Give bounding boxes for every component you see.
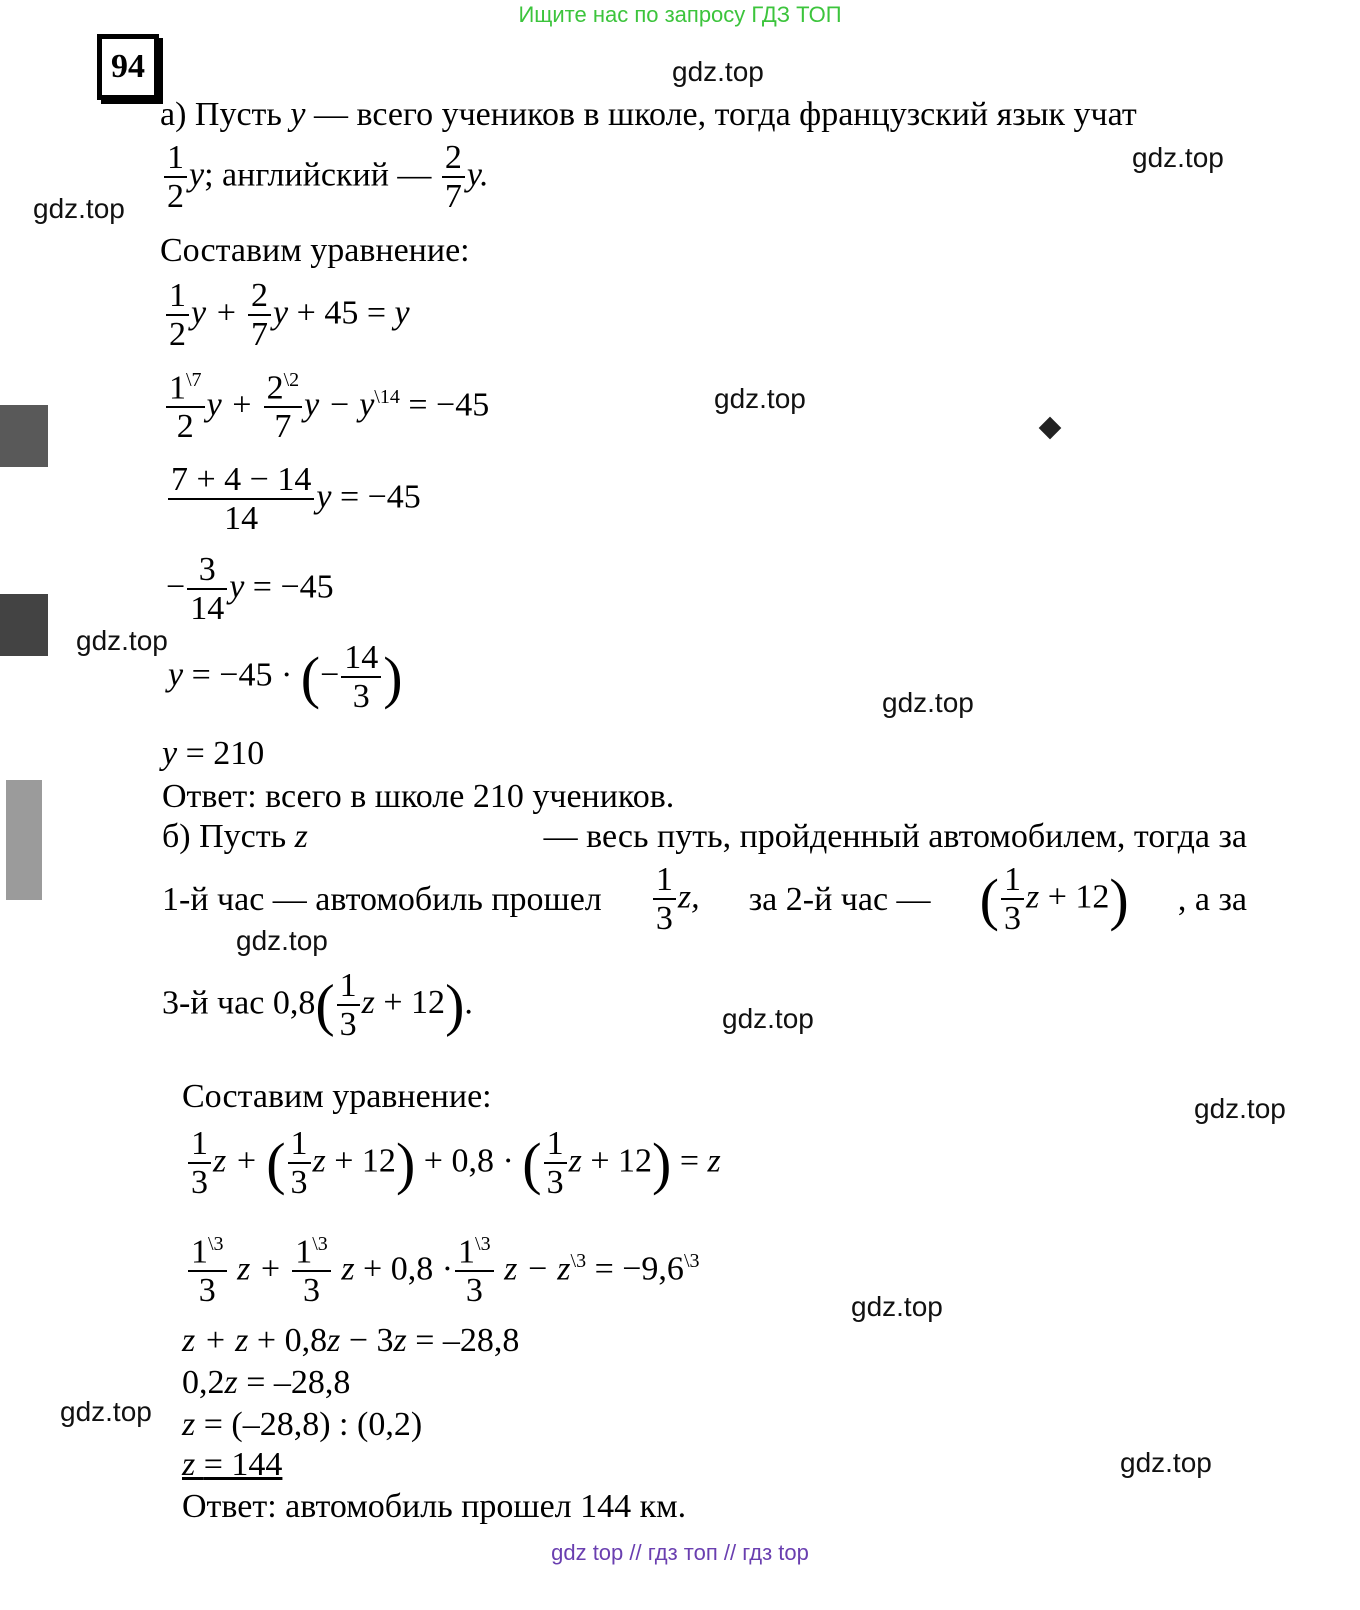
watermark: gdz.top (76, 625, 168, 656)
equation-a-4: − $\frac{3}{14}$ y = −45 (166, 551, 334, 627)
watermark: gdz.top (722, 1003, 814, 1034)
part-b-answer: Ответ: автомобиль прошел 144 км. (182, 1488, 687, 1525)
scan-artifact (1039, 417, 1062, 440)
task-number: 94 (97, 34, 159, 100)
watermark: gdz.top (1120, 1447, 1212, 1478)
search-banner[interactable]: Ищите нас по запросу ГДЗ ТОП (518, 2, 842, 27)
watermark: gdz.top (851, 1291, 943, 1322)
equation-b-1: $\frac{1}{3}$ z + ( $\frac{1}{3}$ z + 12) + 0,8 · ( $\frac{1}{3}$ z + 12) = z (186, 1126, 721, 1201)
equation-a-2: $\frac{1^{\backslash 7}}{2}$ y + $\frac{2^{\backslash 2}}{7}$ $y - y^{\backslash 14} = -45$ (164, 370, 489, 445)
equation-b-4: 0,2z = –28,8 (182, 1364, 351, 1401)
watermark: gdz.top (60, 1396, 152, 1427)
watermark: gdz.top (1194, 1093, 1286, 1124)
watermark: gdz.top (714, 383, 806, 414)
part-a-fractions: $\frac{1}{2}$ y; английский — $\frac{2}{7}$ y. (162, 140, 489, 215)
equation-a-1: $\frac{1}{2}$ y + $\frac{2}{7}$ y + 45 = y (164, 278, 410, 353)
scan-artifact (6, 780, 42, 900)
part-b-line-3: 3-й час 0,8( $\frac{1}{3}$ z + 12). (162, 967, 473, 1043)
scan-artifact (0, 594, 48, 656)
watermark: gdz.top (672, 56, 764, 87)
equation-b-result: z = 144 (182, 1446, 283, 1483)
part-b-line-2: 1-й час — автомобиль прошел $\frac{1}{3}$ z, за 2-й час — ( $\frac{1}{3}$ z + 12) , а за (162, 861, 1247, 937)
equation-b-2: $\frac{1^{\backslash 3}}{3}$ z + $\frac{1^{\backslash 3}}{3}$ z + 0,8 · $\frac{1^{\backslash 3}}{3}$ $z - z^{\backslash 3} = -9,6^{\backslash 3}$ (186, 1234, 700, 1309)
footer-links[interactable]: gdz top // гдз топ // гдз top (551, 1540, 809, 1565)
part-a-equation-title: Составим уравнение: (160, 232, 470, 269)
watermark: gdz.top (236, 925, 328, 956)
equation-a-3: $\frac{7 + 4 - 14}{14}$ y = −45 (166, 462, 421, 537)
part-a-intro: а) Пусть y — всего учеников в школе, тогда французский язык учат (160, 96, 1137, 133)
equation-b-3: z + z + 0,8z − 3z = –28,8 (182, 1322, 520, 1359)
part-b-intro: б) Пусть z — весь путь, пройденный автомобилем, тогда за (162, 818, 1247, 855)
scan-artifact (0, 405, 48, 467)
watermark: gdz.top (1132, 142, 1224, 173)
equation-a-result: y = 210 (162, 735, 265, 772)
equation-a-5: y = −45 · (− $\frac{14}{3}$ ) (168, 639, 403, 715)
watermark: gdz.top (882, 687, 974, 718)
watermark: gdz.top (33, 193, 125, 224)
equation-b-5: z = (–28,8) : (0,2) (182, 1406, 423, 1443)
part-b-equation-title: Составим уравнение: (182, 1078, 492, 1115)
part-a-answer: Ответ: всего в школе 210 учеников. (162, 778, 675, 815)
